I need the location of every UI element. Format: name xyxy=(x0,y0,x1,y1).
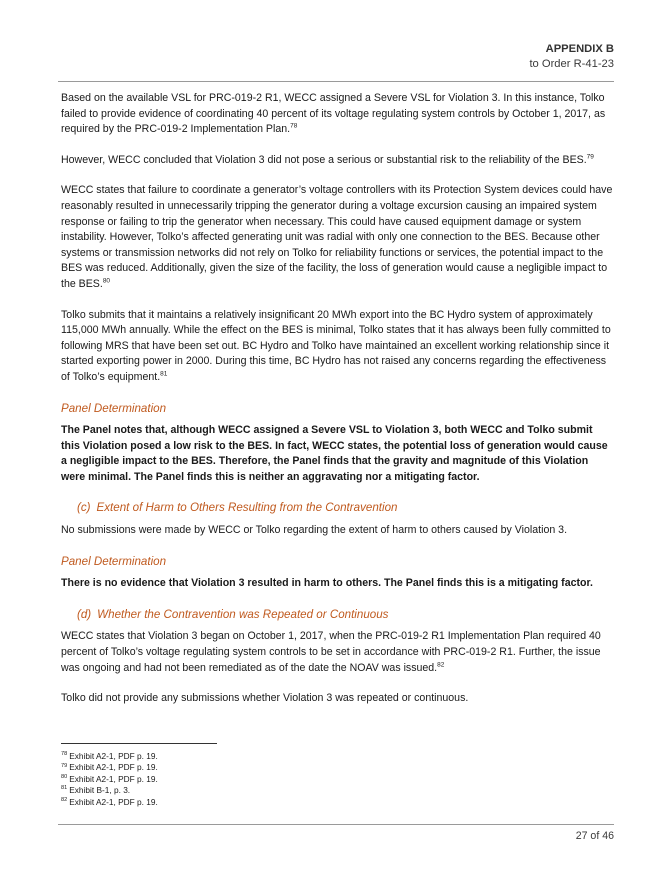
panel-determination-text: There is no evidence that Violation 3 resulted in harm to others. The Panel finds this is a mitigating factor. xyxy=(61,577,593,590)
footnote: $^{82}$ Exhibit A2-1, PDF p. 19. xyxy=(61,796,158,807)
page-number: 27 of 46 xyxy=(575,830,614,842)
footnote-ref[interactable]: 80 xyxy=(102,277,111,285)
paragraph: Based on the available VSL for PRC-019-2 R1, WECC assigned a Severe VSL for Violation 3. In this instance, Tolko failed to provide evidence of coordinating 40 percent of its voltage regulating system controls by October 1, 2017, as required by the PRC-019-2 Implementation Plan.$^{78}$ xyxy=(61,92,606,136)
footnote: $^{79}$ Exhibit A2-1, PDF p. 19. xyxy=(61,762,158,773)
section-c-title: Extent of Harm to Others Resulting from the Contravention xyxy=(96,501,398,515)
footnotes xyxy=(61,751,461,808)
paragraph: Tolko submits that it maintains a relatively insignificant 20 MWh export into the BC Hydro system of approximately 115,000 MWh annually. While the effect on the BES is minimal, Tolko states that it has always been fully committed to following MRS that have been set out. BC Hydro and Tolko have maintained an excellent working relationship since it started exporting power in 2000. During this time, BC Hydro has not raised any concerns regarding the effectiveness of Tolko’s equipment.$^{81}$ xyxy=(61,308,611,383)
footnote-ref[interactable]: 82 xyxy=(437,661,445,669)
footnote: $^{78}$ Exhibit A2-1, PDF p. 19. xyxy=(61,751,158,761)
header-divider xyxy=(58,81,614,82)
paragraph: Tolko did not provide any submissions whether Violation 3 was repeated or continuous. xyxy=(61,692,469,705)
section-d-heading xyxy=(77,607,614,623)
footnote: $^{80}$ Exhibit A2-1, PDF p. 19. xyxy=(61,773,158,784)
section-d-label: (d) xyxy=(77,607,92,621)
page-header xyxy=(529,42,614,72)
document-body xyxy=(61,91,614,722)
section-c-label: (c) xyxy=(77,501,91,515)
footnote-ref[interactable]: 81 xyxy=(160,370,168,378)
paragraph: No submissions were made by WECC or Tolko regarding the extent of harm to others caused by Violation 3. xyxy=(61,524,568,537)
section-c-heading xyxy=(77,500,614,516)
footnote: $^{81}$ Exhibit B-1, p. 3. xyxy=(61,785,131,796)
paragraph: WECC states that Violation 3 began on October 1, 2017, when the PRC-019-2 R1 Implementation Plan required 40 percent of Tolko’s voltage regulating system controls to be set in accordance with PRC-019-2 R1. Further, the issue was ongoing and had not been remediated as of the date the NOAV was issued.$^{82}$ xyxy=(61,630,601,674)
paragraph: WECC states that failure to coordinate a generator’s voltage controllers with its Protection System devices could have reasonably resulted in unnecessarily tripping the generator during a voltage excursion causing an impaired system response or failing to trip the generator when necessary. This could have caused equipment damage or system instability. However, Tolko’s affected generating unit was radial with only one connection to the BES. Because other systems or transmission networks did not rely on Tolko for reliability functions or services, the potential impact to the BES was reduced. Additionally, given the size of the facility, the loss of generation would cause a negligible impact to the BES.$^{80}$ xyxy=(61,184,613,290)
appendix-title: APPENDIX B xyxy=(545,43,614,55)
footnote-divider xyxy=(61,743,217,744)
panel-determination-heading: Panel Determination xyxy=(61,554,167,568)
footnote-ref[interactable]: 78 xyxy=(290,122,298,130)
footer-divider xyxy=(58,824,614,825)
appendix-subtitle: to Order R-41-23 xyxy=(529,58,614,70)
panel-determination-text: The Panel notes that, although WECC assigned a Severe VSL to Violation 3, both WECC and Tolko submit this Violation posed a low risk to the BES. In fact, WECC states, the potential loss of generation would cause a negligible impact to the BES. Therefore, the Panel finds that the gravity and magnitude of this Violation were minimal. The Panel finds this is neither an aggravating nor a mitigating factor. xyxy=(61,424,608,483)
paragraph: However, WECC concluded that Violation 3 did not pose a serious or substantial risk to the reliability of the BES.$^{79}$ xyxy=(61,153,594,166)
panel-determination-heading: Panel Determination xyxy=(61,401,167,415)
section-d-title: Whether the Contravention was Repeated or Continuous xyxy=(97,607,389,621)
footnote-ref[interactable]: 79 xyxy=(586,153,594,161)
